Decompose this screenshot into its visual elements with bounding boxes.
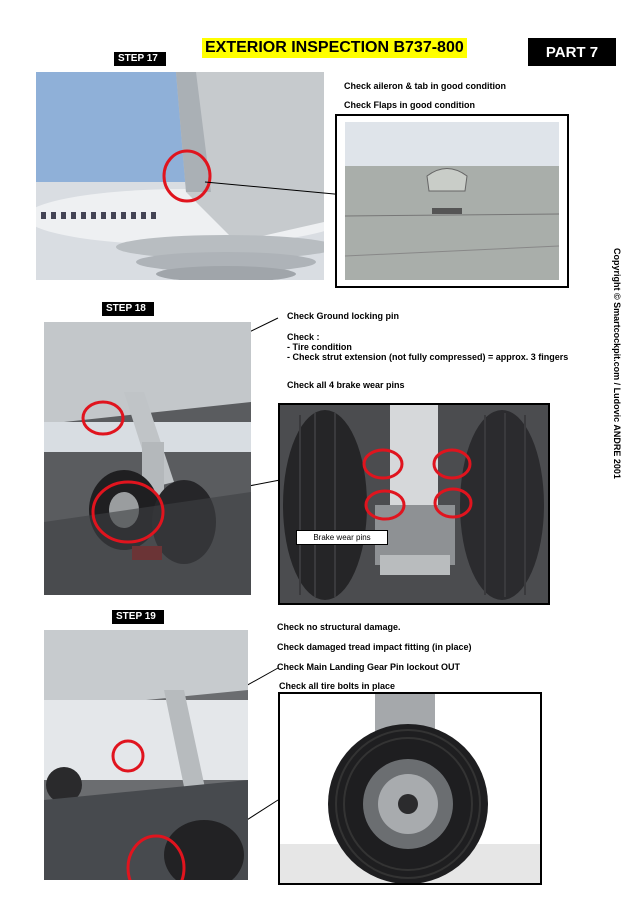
check-strut: - Check strut extension (not fully compressed) = approx. 3 fingers	[287, 352, 569, 362]
step-17-label: STEP 17	[114, 52, 166, 66]
note-aileron: Check aileron & tab in good condition	[344, 81, 507, 91]
brake-wear-label: Brake wear pins	[296, 530, 388, 545]
brake-pin-circle-4	[435, 489, 471, 517]
step-19-lockout-circle	[113, 741, 143, 771]
step-18-label: STEP 18	[102, 302, 154, 316]
check-tire: - Tire condition	[287, 342, 352, 352]
step-19-photo	[44, 630, 248, 880]
note-flaps: Check Flaps in good condition	[344, 100, 476, 110]
note-brake-pins: Check all 4 brake wear pins	[287, 380, 405, 390]
step-17-pointer	[205, 182, 345, 195]
check-heading: Check :	[287, 332, 320, 342]
step-18-photo	[44, 322, 251, 595]
note-structural: Check no structural damage.	[277, 622, 401, 632]
step-19-label: STEP 19	[112, 610, 164, 624]
part-badge: PART 7	[528, 38, 616, 66]
brake-pin-circle-2	[434, 450, 470, 478]
step-18-pin-circle	[83, 402, 123, 434]
note-lockout: Check Main Landing Gear Pin lockout OUT	[277, 662, 461, 672]
brake-pin-circle-3	[366, 491, 404, 519]
step-19-detail-box	[278, 692, 542, 885]
copyright-text: Copyright © Smartcockpit.com / Ludovic ANDRE 2001	[612, 248, 622, 479]
note-tread: Check damaged tread impact fitting (in place)	[277, 642, 472, 652]
page-title: EXTERIOR INSPECTION B737-800	[202, 38, 467, 58]
step-18-detail-box	[278, 403, 550, 605]
step-18-tire-circle	[93, 482, 163, 542]
step-17-detail-box	[335, 114, 569, 288]
note-ground-pin: Check Ground locking pin	[287, 311, 400, 321]
step-17-circle	[164, 151, 210, 201]
brake-pin-circle-1	[364, 450, 402, 478]
note-tire-bolts: Check all tire bolts in place	[279, 681, 396, 691]
step-19-tread-circle	[128, 836, 184, 880]
